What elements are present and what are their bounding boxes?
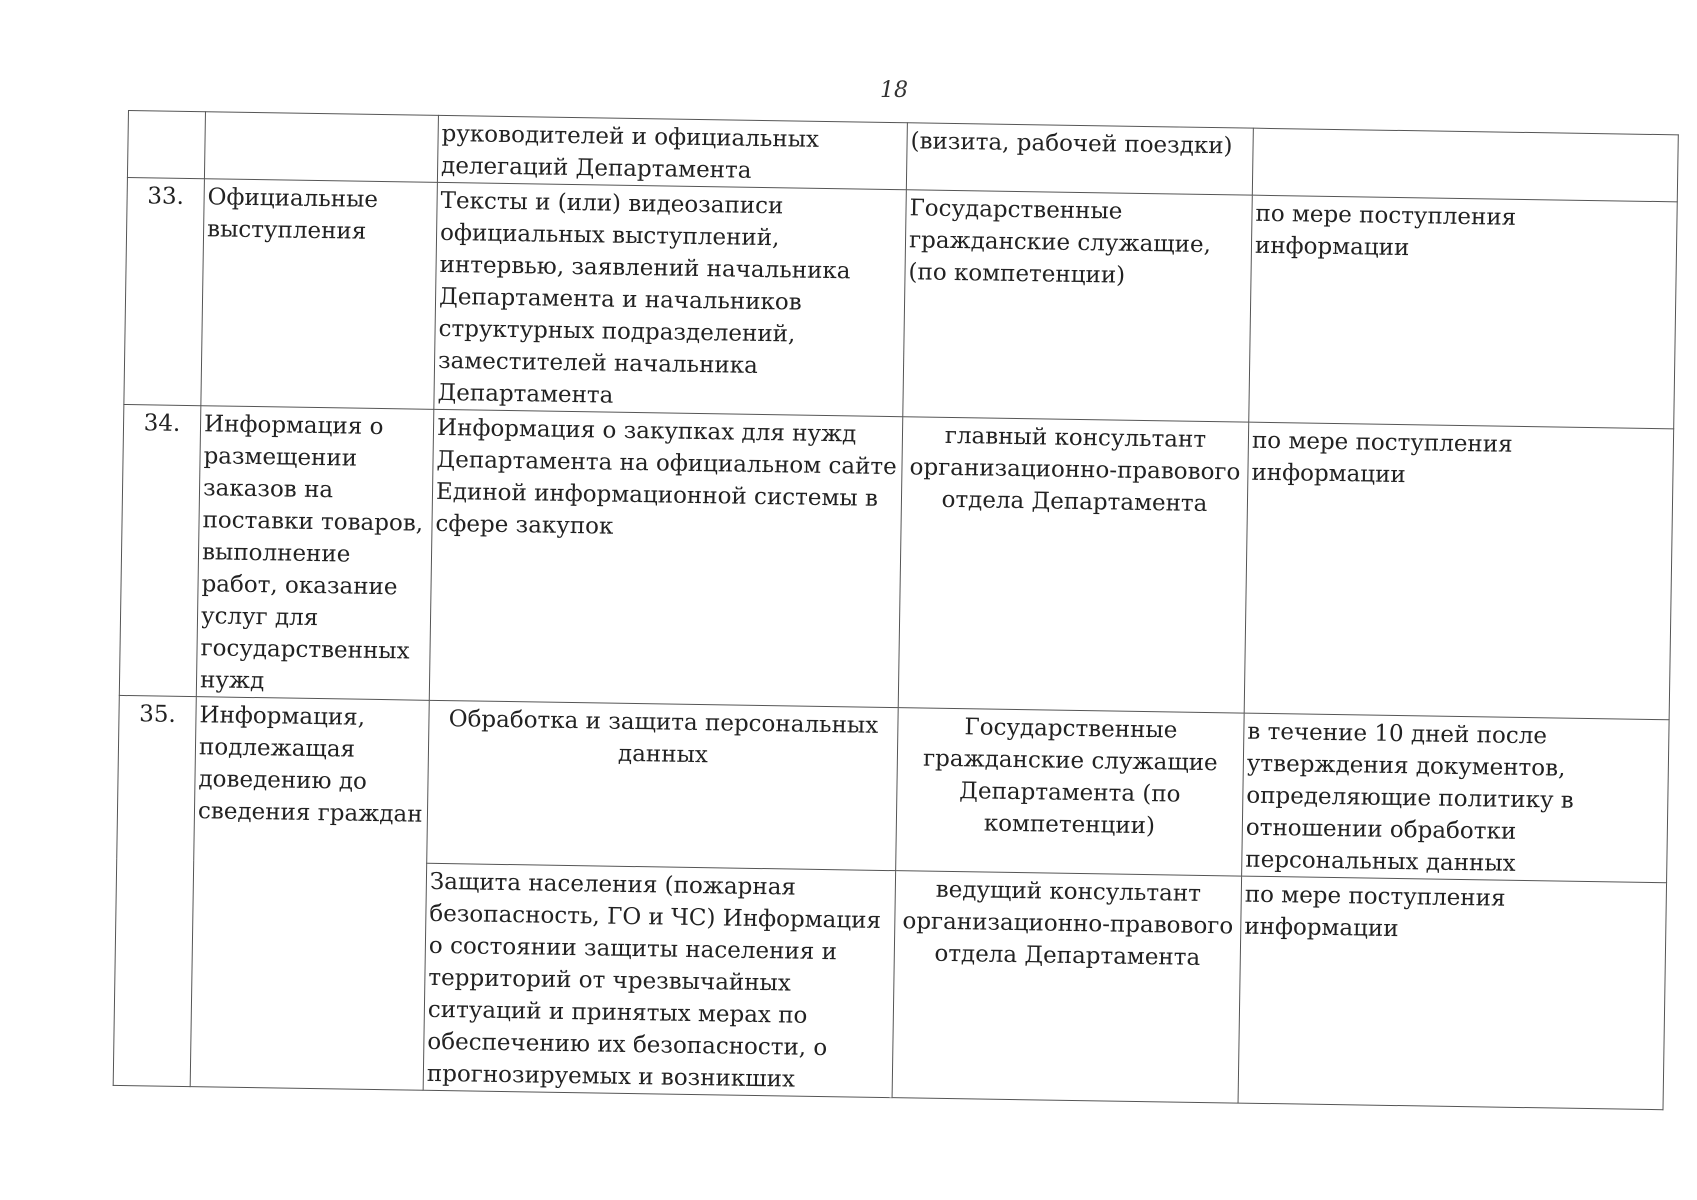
- info-category-cell: Официальные выступления: [201, 179, 438, 410]
- information-table: [113, 110, 1679, 1110]
- row-number-cell: 33.: [124, 177, 205, 405]
- responsible-cell: ведущий консультант организационно-правового отдела Департамента: [892, 871, 1242, 1103]
- info-category-cell: Информация, подлежащая доведению до сведения граждан: [190, 697, 429, 1091]
- responsible-cell: Государственные гражданские служащие, (по компетенции): [903, 190, 1253, 422]
- row-number-cell: [127, 111, 205, 179]
- term-cell: [1252, 128, 1678, 202]
- row-number-cell: 34.: [119, 404, 201, 696]
- table-row: [117, 695, 1669, 882]
- term-cell: по мере поступления информации: [1238, 876, 1667, 1110]
- info-category-cell: [204, 112, 438, 183]
- row-number-cell: 35.: [113, 695, 196, 1086]
- table-row: [119, 404, 1673, 719]
- info-content-cell: Защита населения (пожарная безопасность, ГО и ЧС) Информация о состоянии защиты населения и территорий от чрезвычайных ситуаций и принятых мерах по обеспечению их безопасности, о прогнозируемых и возникших: [423, 863, 896, 1097]
- info-content-cell: Информация о закупках для нужд Департамента на официальном сайте Единой информационной системы в сфере закупок: [429, 409, 903, 707]
- term-cell: по мере поступления информации: [1244, 422, 1674, 720]
- responsible-cell: (визита, рабочей поездки): [906, 123, 1253, 195]
- info-category-cell: Информация о размещении заказов на поставки товаров, выполнение работ, оказание услуг для государственных нужд: [196, 406, 434, 701]
- info-content-cell: Тексты и (или) видеозаписи официальных выступлений, интервью, заявлений начальника Департамента и начальников структурных подразделений, заместителей начальника Департамента: [434, 182, 907, 416]
- term-cell: по мере поступления информации: [1249, 195, 1678, 429]
- page-number: 18: [880, 78, 908, 103]
- term-cell: в течение 10 дней после утверждения документов, определяющие политику в отношении обработки персональных данных: [1242, 713, 1670, 883]
- responsible-cell: Государственные гражданские служащие Департамента (по компетенции): [896, 708, 1245, 876]
- responsible-cell: главный консультант организационно-правового отдела Департамента: [898, 417, 1249, 713]
- table-row: [124, 177, 1677, 428]
- info-content-cell: руководителей и официальных делегаций Департамента: [437, 115, 907, 189]
- info-content-cell: Обработка и защита персональных данных: [427, 700, 899, 870]
